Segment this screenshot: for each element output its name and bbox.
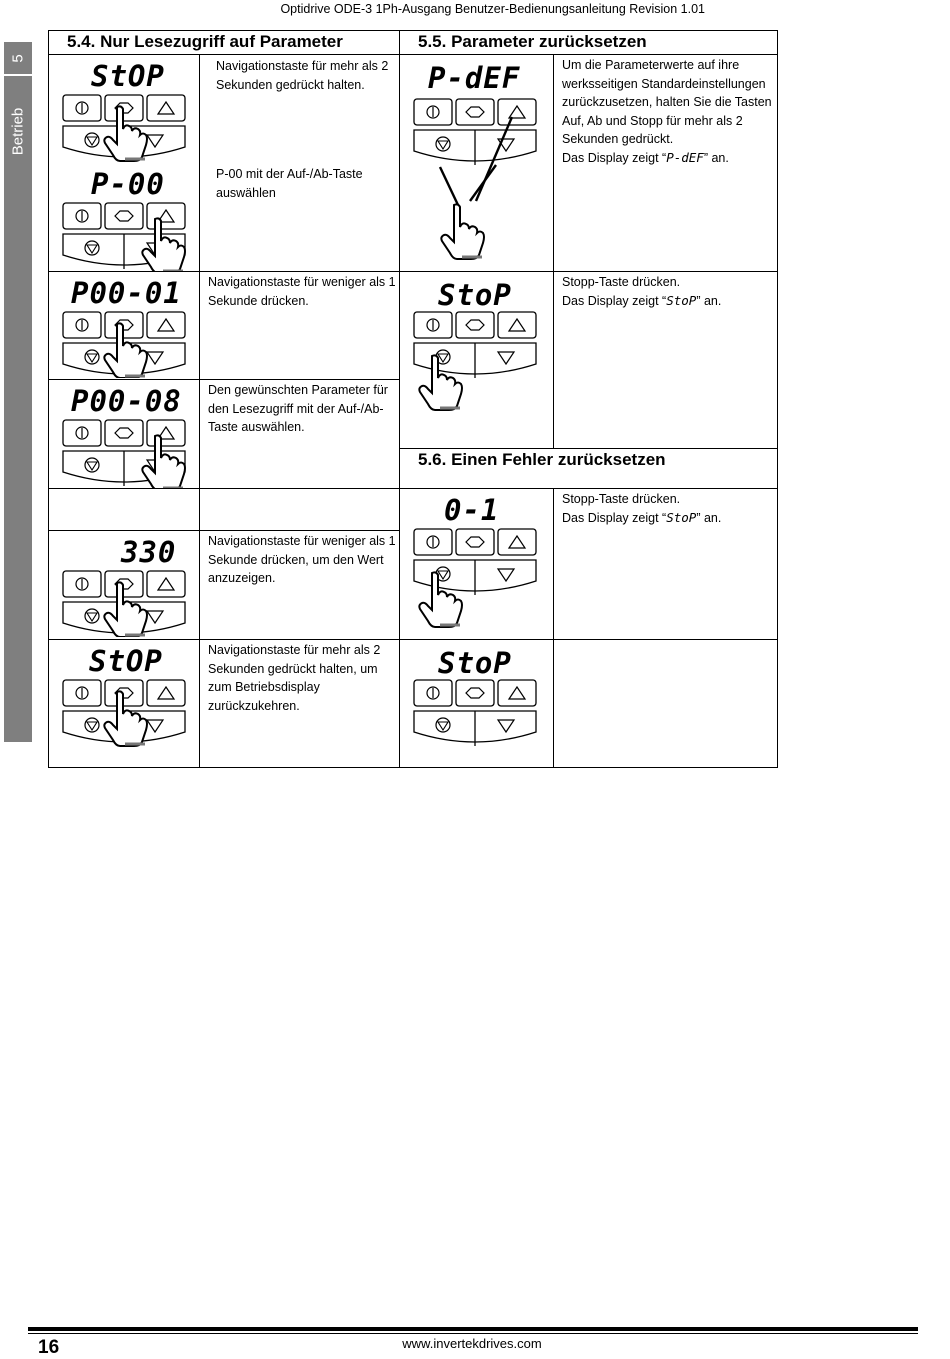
nav-key [456, 99, 494, 125]
page-number: 16 [38, 1337, 60, 1358]
keypad-nav-press [49, 272, 199, 378]
display-readout: StoP [438, 278, 512, 312]
step-text: Stopp-Taste drücken. Das Display zeigt “StoP” an. [554, 272, 778, 449]
keypad-nav-press [49, 531, 199, 637]
section-title-5-6: 5.6. Einen Fehler zurücksetzen [400, 449, 778, 489]
up-key [147, 203, 185, 229]
display-readout: P00-08 [71, 384, 182, 418]
up-key [147, 571, 185, 597]
keypad-illustration [400, 489, 530, 639]
step-text: Navigationstaste für weniger als 1 Sekunde drücken, um den Wert anzuzeigen. [200, 531, 400, 640]
step-text: Navigationstaste für mehr als 2 Sekunden gedrückt halten, um zum Betriebsdisplay zurückzukehren. [200, 640, 400, 768]
up-key [498, 680, 536, 706]
keypad-illustration [49, 531, 179, 637]
display-readout: StOP [91, 59, 165, 93]
display-readout: P-00 [91, 167, 165, 201]
keypad-illustration [400, 272, 530, 420]
display-readout: 0-1 [444, 493, 500, 527]
keypad-illustration [49, 55, 179, 163]
arrow-line [440, 167, 458, 205]
keypad-nav-press [49, 640, 199, 750]
pointing-hand-icon [441, 204, 484, 259]
display-readout: P-dEF [428, 61, 521, 95]
step-text: Navigationstaste für mehr als 2 Sekunden gedrückt halten. [216, 59, 389, 92]
step-text: Stopp-Taste drücken. Das Display zeigt “StoP” an. [554, 489, 778, 640]
keypad-three-key-press [400, 55, 550, 271]
keypad-illustration [49, 380, 182, 488]
keypad-illustration [49, 163, 179, 271]
step-text: Den gewünschten Parameter für den Lesezugriff mit der Auf-/Ab-Taste auswählen. [200, 380, 400, 489]
up-key [498, 99, 536, 125]
keypad-nav-press [49, 55, 199, 163]
keypad-no-press [400, 640, 550, 750]
keypad-illustration [49, 272, 182, 378]
chapter-tab [4, 42, 32, 742]
footer-url: www.invertekdrives.com [402, 1336, 542, 1351]
nav-key [456, 312, 494, 338]
footer-rule [28, 1327, 918, 1331]
display-readout: StOP [89, 644, 163, 678]
nav-key [456, 680, 494, 706]
up-key [147, 680, 185, 706]
chapter-label: Betrieb [9, 107, 27, 155]
section-title-5-4: 5.4. Nur Lesezugriff auf Parameter [49, 31, 400, 55]
keypad-up-press [49, 380, 199, 488]
procedure-table [48, 30, 778, 768]
display-readout: P00-01 [71, 276, 182, 310]
keypad-stop-press [400, 272, 550, 412]
keypad-up-press [49, 163, 199, 271]
footer-rule-thin [28, 1333, 918, 1334]
step-text: Um die Parameterwerte auf ihre werksseitigen Standardeinstellungen zurückzusetzen, halten Sie die Tasten Auf, Ab und Stopp für mehr als 2 Sekunden gedrückt. Das Display zeigt “P-dEF” an. [554, 55, 778, 272]
step-text: P-00 mit der Auf-/Ab-Taste auswählen [216, 167, 363, 200]
step-text: Navigationstaste für weniger als 1 Sekunde drücken. [200, 272, 400, 380]
keypad-stop-press [400, 489, 550, 639]
keypad-illustration [49, 640, 179, 766]
nav-key [105, 420, 143, 446]
up-key [498, 312, 536, 338]
nav-key [456, 529, 494, 555]
keypad-illustration [400, 55, 530, 271]
display-readout: 330 [121, 535, 177, 570]
page-header: Optidrive ODE-3 1Ph-Ausgang Benutzer-Bedienungsanleitung Revision 1.01 [280, 2, 705, 16]
up-key [147, 312, 185, 338]
up-key [147, 95, 185, 121]
up-key [498, 529, 536, 555]
section-title-5-5: 5.5. Parameter zurücksetzen [400, 31, 778, 55]
display-readout: StoP [438, 646, 512, 680]
chapter-number: 5 [4, 42, 32, 76]
keypad-illustration [400, 640, 530, 766]
up-key [147, 420, 185, 446]
nav-key [105, 203, 143, 229]
